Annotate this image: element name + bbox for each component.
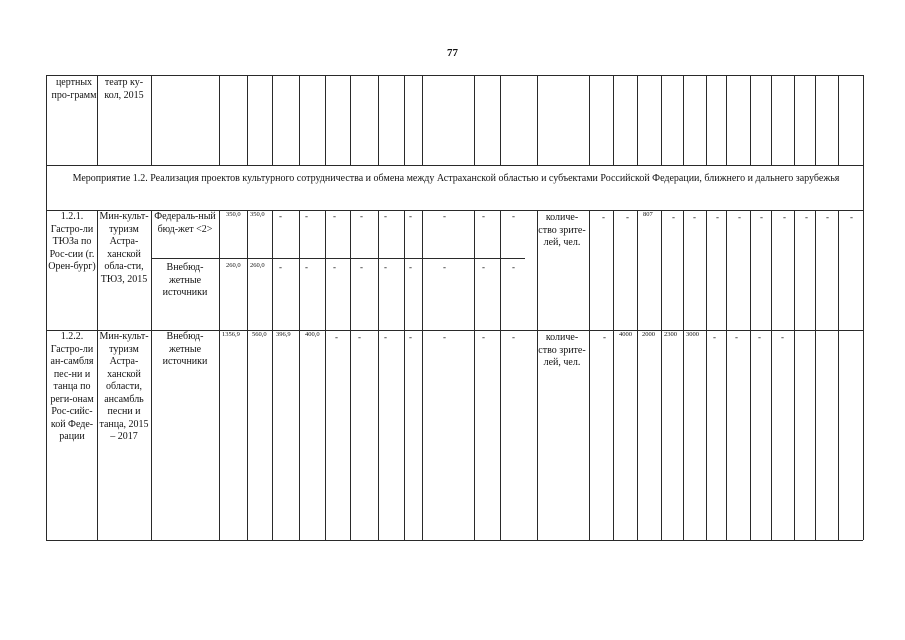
empty-value-dash: -	[482, 332, 485, 342]
column-line	[46, 210, 47, 540]
row-border	[46, 165, 863, 166]
column-line	[683, 75, 684, 165]
empty-value-dash: -	[626, 212, 629, 222]
empty-value-dash: -	[409, 262, 412, 272]
empty-value-dash: -	[384, 332, 387, 342]
column-line	[613, 210, 614, 540]
empty-value-dash: -	[333, 262, 336, 272]
empty-value-dash: -	[482, 211, 485, 221]
column-line	[272, 210, 273, 540]
item1-executor: Мин-культ-туризм Астра-ханской обла-сти, ТЮЗ, 2015	[99, 211, 149, 285]
column-line	[794, 75, 795, 165]
column-line	[838, 75, 839, 165]
empty-value-dash: -	[760, 212, 763, 222]
table-left-border	[46, 165, 47, 210]
column-line	[863, 75, 864, 165]
column-line	[151, 75, 152, 165]
column-line	[589, 75, 590, 165]
empty-value-dash: -	[335, 332, 338, 342]
item1-extra-total: 260,0	[226, 262, 241, 269]
empty-value-dash: -	[672, 212, 675, 222]
column-line	[637, 210, 638, 540]
empty-value-dash: -	[360, 211, 363, 221]
empty-value-dash: -	[305, 211, 308, 221]
row-sub-border	[151, 258, 525, 259]
column-line	[613, 75, 614, 165]
column-line	[706, 210, 707, 540]
item2-number: 1.2.2. Гастро-ли ан-самбля пес-ни и танца по реги-онам Рос-сийс-кой Феде-рации	[50, 331, 94, 442]
section-banner: Мероприятие 1.2. Реализация проектов культурного сотрудничества и обмена между Астраханской областью и субъектами Российской Федерации, ближнего и дальнего зарубежья	[72, 173, 840, 184]
column-line	[661, 210, 662, 540]
empty-value-dash: -	[713, 332, 716, 342]
column-line	[151, 210, 152, 540]
column-line	[404, 210, 405, 540]
column-line	[325, 75, 326, 165]
column-line	[815, 210, 816, 540]
item1-value-2015: 807	[643, 211, 653, 218]
empty-value-dash: -	[279, 262, 282, 272]
item1-source-extrabudget: Внебюд-жетные источники	[162, 262, 208, 298]
item1-source-federal: Федераль-ный бюд-жет <2>	[154, 211, 216, 235]
empty-value-dash: -	[384, 211, 387, 221]
top-col2-text: театр ку-кол, 2015	[104, 77, 144, 101]
column-line	[46, 75, 47, 165]
item2-source-extrabudget: Внебюд-жетные источники	[162, 331, 208, 367]
empty-value-dash: -	[603, 332, 606, 342]
empty-value-dash: -	[305, 262, 308, 272]
column-line	[219, 210, 220, 540]
empty-value-dash: -	[602, 212, 605, 222]
column-line	[247, 210, 248, 540]
empty-value-dash: -	[735, 332, 738, 342]
item1-indicator: количе-ство зрите-лей, чел.	[538, 212, 586, 248]
table-right-border	[863, 165, 864, 210]
column-line	[537, 210, 538, 540]
table-top-border	[46, 75, 863, 76]
item2-value-2: 2000	[642, 331, 655, 338]
item1-federal-total: 350,0	[226, 211, 241, 218]
column-line	[325, 210, 326, 540]
column-line	[350, 210, 351, 540]
top-col1-text: цертных про-грамм	[51, 77, 97, 101]
column-line	[500, 75, 501, 165]
column-line	[247, 75, 248, 165]
column-line	[378, 210, 379, 540]
column-line	[350, 75, 351, 165]
column-line	[589, 210, 590, 540]
empty-value-dash: -	[482, 262, 485, 272]
item1-extra-2015: 260,0	[250, 262, 265, 269]
empty-value-dash: -	[826, 212, 829, 222]
column-line	[771, 210, 772, 540]
empty-value-dash: -	[805, 212, 808, 222]
empty-value-dash: -	[333, 211, 336, 221]
table-bottom-border	[46, 540, 863, 541]
column-line	[637, 75, 638, 165]
item2-value-3: 2300	[664, 331, 677, 338]
item2-total: 1356,9	[222, 331, 240, 338]
column-line	[863, 210, 864, 540]
empty-value-dash: -	[693, 212, 696, 222]
column-line	[838, 210, 839, 540]
column-line	[771, 75, 772, 165]
column-line	[474, 210, 475, 540]
empty-value-dash: -	[409, 332, 412, 342]
column-line	[750, 75, 751, 165]
column-line	[272, 75, 273, 165]
empty-value-dash: -	[512, 211, 515, 221]
column-line	[537, 75, 538, 165]
column-line	[683, 210, 684, 540]
empty-value-dash: -	[850, 212, 853, 222]
column-line	[726, 210, 727, 540]
column-line	[404, 75, 405, 165]
item2-indicator: количе-ство зрите-лей, чел.	[538, 332, 586, 368]
column-line	[299, 75, 300, 165]
column-line	[661, 75, 662, 165]
empty-value-dash: -	[512, 262, 515, 272]
column-line	[815, 75, 816, 165]
column-line	[474, 75, 475, 165]
column-line	[726, 75, 727, 165]
item1-federal-2015: 350,0	[250, 211, 265, 218]
empty-value-dash: -	[738, 212, 741, 222]
empty-value-dash: -	[360, 262, 363, 272]
empty-value-dash: -	[409, 211, 412, 221]
empty-value-dash: -	[384, 262, 387, 272]
empty-value-dash: -	[358, 332, 361, 342]
item2-executor: Мин-культ-туризм Астра-ханской области, ансамбль песни и танца, 2015 – 2017	[99, 331, 149, 442]
column-line	[299, 210, 300, 540]
empty-value-dash: -	[443, 262, 446, 272]
column-line	[422, 75, 423, 165]
item2-value-1: 4000	[619, 331, 632, 338]
empty-value-dash: -	[512, 332, 515, 342]
item2-2017: 400,0	[305, 331, 320, 338]
empty-value-dash: -	[716, 212, 719, 222]
item2-2016: 396,9	[276, 331, 291, 338]
item2-value-4: 3000	[686, 331, 699, 338]
item2-2015: 560,0	[252, 331, 267, 338]
column-line	[422, 210, 423, 540]
page-number: 77	[447, 47, 458, 59]
empty-value-dash: -	[783, 212, 786, 222]
column-line	[500, 210, 501, 540]
column-line	[378, 75, 379, 165]
empty-value-dash: -	[758, 332, 761, 342]
column-line	[750, 210, 751, 540]
column-line	[794, 210, 795, 540]
empty-value-dash: -	[443, 332, 446, 342]
empty-value-dash: -	[443, 211, 446, 221]
item1-number: 1.2.1. Гастро-ли ТЮЗа по Рос-сии (г. Орен-бург)	[48, 211, 96, 272]
column-line	[706, 75, 707, 165]
column-line	[219, 75, 220, 165]
empty-value-dash: -	[781, 332, 784, 342]
empty-value-dash: -	[279, 211, 282, 221]
